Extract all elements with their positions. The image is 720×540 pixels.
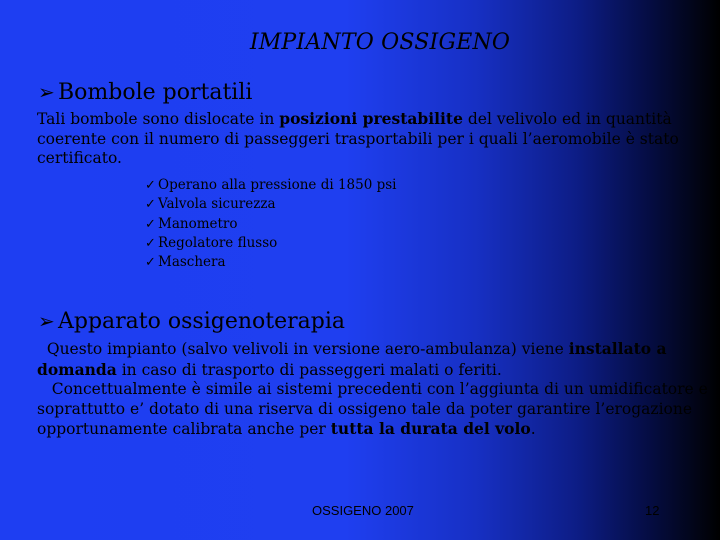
section-heading-label: Apparato ossigenoterapia — [58, 309, 345, 334]
slide-title: IMPIANTO OSSIGENO — [249, 30, 511, 55]
section-heading-label: Bombole portatili — [58, 80, 253, 105]
bombole-checklist — [145, 176, 397, 272]
paragraph-text: Tali bombole sono dislocate in — [37, 110, 280, 128]
checkmark-icon: ✓ — [145, 235, 156, 251]
checkmark-icon: ✓ — [145, 216, 156, 232]
ossigenoterapia-paragraph — [37, 339, 717, 440]
paragraph-text: Concettualmente è simile ai sistemi precedenti con l’aggiunta di un umidificatore e soprattutto e’ dotato di una riserva di ossigeno tale da poter garantire l’erogazione opportunamente calibrata anche per — [37, 380, 713, 438]
checklist-item-label: Regolatore flusso — [158, 234, 278, 251]
paragraph-emphasis: posizioni prestabilite — [279, 109, 463, 128]
bombole-paragraph — [37, 109, 707, 169]
page-number: 12 — [645, 503, 660, 518]
arrow-bullet-icon: ➢ — [38, 309, 55, 333]
checklist-item — [145, 176, 397, 195]
checklist-item — [145, 215, 397, 234]
checkmark-icon: ✓ — [145, 178, 156, 193]
checklist-item — [145, 195, 397, 214]
paragraph-emphasis: installato a domanda — [37, 339, 667, 379]
checkmark-icon: ✓ — [145, 255, 156, 271]
paragraph-text: Questo impianto (salvo velivoli in versione aero-ambulanza) viene — [37, 340, 569, 358]
footer-label: OSSIGENO 2007 — [312, 503, 414, 518]
checklist-item-label: Valvola sicurezza — [158, 196, 276, 213]
checklist-item-label: Maschera — [158, 254, 226, 271]
checkmark-icon: ✓ — [145, 197, 156, 213]
checklist-item-label: Operano alla pressione di 1850 psi — [158, 177, 397, 193]
checklist-item — [145, 234, 397, 253]
paragraph-text: del velivolo ed in quantità coerente con il numero di passeggeri trasportabili per i quali l’aeromobile è stato certificato. — [37, 110, 679, 167]
section-heading-bombole — [38, 80, 252, 105]
paragraph-emphasis: tutta la durata del volo — [330, 419, 531, 438]
paragraph-text: . — [530, 420, 536, 438]
arrow-bullet-icon: ➢ — [38, 80, 55, 104]
section-heading-ossigenoterapia — [38, 309, 345, 334]
checklist-item-label: Manometro — [158, 215, 238, 232]
checklist-item — [145, 253, 397, 272]
paragraph-text: in caso di trasporto di passeggeri malati o feriti. — [116, 360, 502, 379]
